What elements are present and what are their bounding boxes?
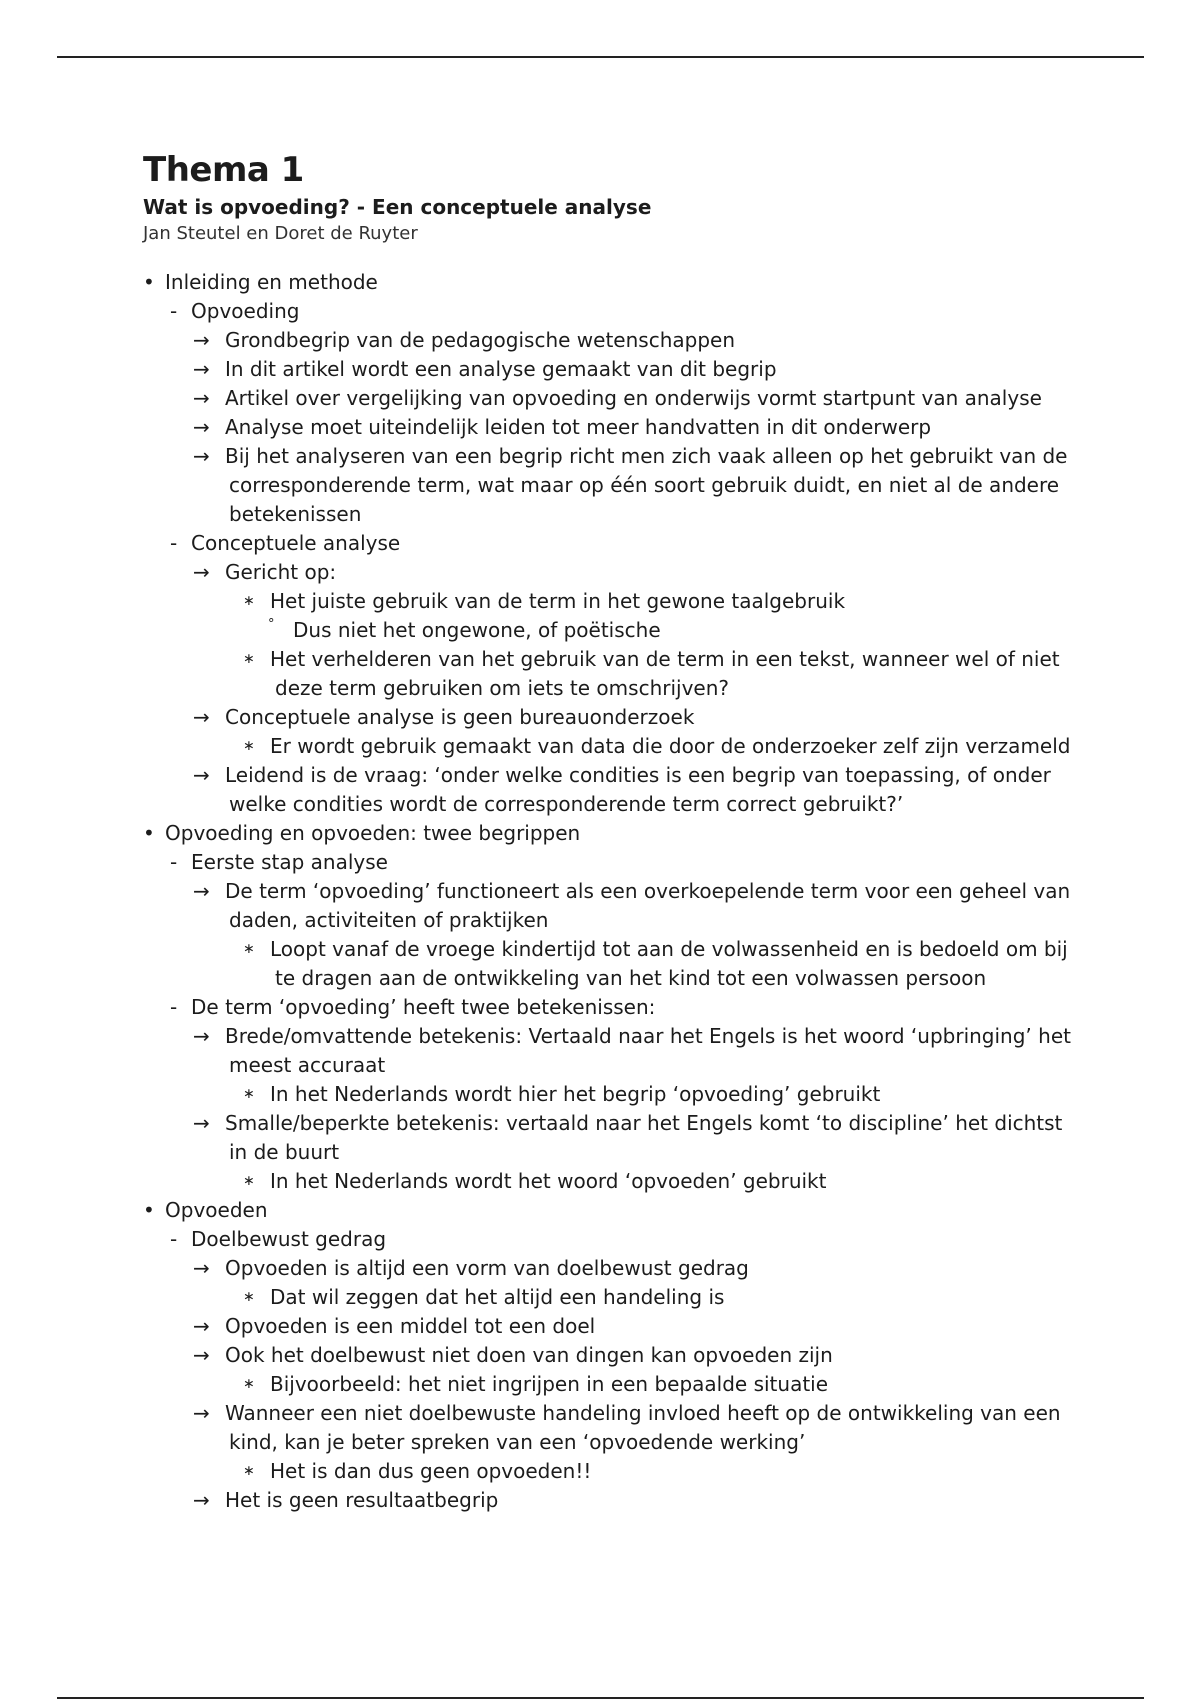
outline-subitem bbox=[143, 732, 1103, 761]
outline-item bbox=[143, 558, 1103, 587]
outline-item bbox=[143, 326, 1103, 355]
section-heading bbox=[143, 819, 1103, 848]
outline-item bbox=[143, 703, 1103, 732]
bullet-star-icon: ∗ bbox=[243, 1289, 255, 1305]
bullet-star-icon: ∗ bbox=[243, 1463, 255, 1479]
outline-continuation: welke condities wordt de corresponderende term correct gebruikt?’ bbox=[229, 792, 904, 816]
subsection-heading bbox=[143, 993, 1103, 1022]
outline-text: Opvoeding bbox=[191, 299, 300, 323]
bullet-arrow-icon: → bbox=[193, 879, 210, 903]
outline-continuation: meest accuraat bbox=[229, 1053, 386, 1077]
outline-item bbox=[143, 384, 1103, 413]
outline-text: Eerste stap analyse bbox=[191, 850, 388, 874]
bullet-arrow-icon: → bbox=[193, 1401, 210, 1425]
outline-text: Leidend is de vraag: ‘onder welke condities is een begrip van toepassing, of onder bbox=[225, 763, 1051, 787]
outline-subitem bbox=[143, 645, 1103, 674]
outline-subitem bbox=[143, 587, 1103, 616]
bullet-dot-icon: • bbox=[143, 1198, 155, 1222]
bullet-dash-icon: - bbox=[170, 995, 178, 1019]
outline-subitem bbox=[143, 935, 1103, 964]
bullet-arrow-icon: → bbox=[193, 357, 210, 381]
outline-item bbox=[143, 1022, 1103, 1051]
outline-text: In het Nederlands wordt hier het begrip ‘opvoeding’ gebruikt bbox=[270, 1082, 881, 1106]
outline-text: Er wordt gebruik gemaakt van data die door de onderzoeker zelf zijn verzameld bbox=[270, 734, 1071, 758]
outline-text: Loopt vanaf de vroege kindertijd tot aan de volwassenheid en is bedoeld om bij bbox=[270, 937, 1068, 961]
outline-text: Opvoeden is altijd een vorm van doelbewust gedrag bbox=[225, 1256, 749, 1280]
bullet-arrow-icon: → bbox=[193, 705, 210, 729]
outline-text: Artikel over vergelijking van opvoeding en onderwijs vormt startpunt van analyse bbox=[225, 386, 1042, 410]
outline-text: Het verhelderen van het gebruik van de term in een tekst, wanneer wel of niet bbox=[270, 647, 1060, 671]
bullet-dot-icon: • bbox=[143, 270, 155, 294]
outline-text: De term ‘opvoeding’ functioneert als een overkoepelende term voor een geheel van bbox=[225, 879, 1071, 903]
outline-continuation: daden, activiteiten of praktijken bbox=[229, 908, 549, 932]
bullet-dash-icon: - bbox=[170, 850, 178, 874]
bullet-star-icon: ∗ bbox=[243, 593, 255, 609]
subsection-heading bbox=[143, 529, 1103, 558]
outline-subitem bbox=[143, 1080, 1103, 1109]
outline-text: Conceptuele analyse bbox=[191, 531, 401, 555]
outline-item bbox=[143, 442, 1103, 471]
outline-subitem bbox=[143, 1370, 1103, 1399]
bullet-arrow-icon: → bbox=[193, 1024, 210, 1048]
bullet-dash-icon: - bbox=[170, 1227, 178, 1251]
bullet-dash-icon: - bbox=[170, 299, 178, 323]
outline-item bbox=[143, 1312, 1103, 1341]
outline-item bbox=[143, 877, 1103, 906]
outline-item bbox=[143, 355, 1103, 384]
outline-item bbox=[143, 413, 1103, 442]
bullet-star-icon: ∗ bbox=[243, 941, 255, 957]
outline-subitem bbox=[143, 1457, 1103, 1486]
bullet-star-icon: ∗ bbox=[243, 738, 255, 754]
outline-text: Smalle/beperkte betekenis: vertaald naar het Engels komt ‘to discipline’ het dichtst bbox=[225, 1111, 1063, 1135]
outline-text: Opvoeden bbox=[165, 1198, 268, 1222]
outline-text: In dit artikel wordt een analyse gemaakt van dit begrip bbox=[225, 357, 777, 381]
bullet-dot-icon: • bbox=[143, 821, 155, 845]
subsection-heading bbox=[143, 848, 1103, 877]
outline-item bbox=[143, 1254, 1103, 1283]
outline-text: In het Nederlands wordt het woord ‘opvoeden’ gebruikt bbox=[270, 1169, 827, 1193]
section-heading bbox=[143, 1196, 1103, 1225]
page-subtitle: Wat is opvoeding? - Een conceptuele analyse bbox=[143, 195, 652, 219]
bullet-star-icon: ∗ bbox=[243, 1376, 255, 1392]
outline-text: Doelbewust gedrag bbox=[191, 1227, 387, 1251]
outline-text: Opvoeding en opvoeden: twee begrippen bbox=[165, 821, 581, 845]
bullet-star-icon: ∗ bbox=[243, 1173, 255, 1189]
bullet-arrow-icon: → bbox=[193, 386, 210, 410]
section-heading bbox=[143, 268, 1103, 297]
outline-item bbox=[143, 761, 1103, 790]
top-rule bbox=[57, 56, 1144, 58]
bullet-arrow-icon: → bbox=[193, 328, 210, 352]
outline-text: Dus niet het ongewone, of poëtische bbox=[293, 618, 661, 642]
outline-text: Het is dan dus geen opvoeden!! bbox=[270, 1459, 592, 1483]
outline-text: Wanneer een niet doelbewuste handeling invloed heeft op de ontwikkeling van een bbox=[225, 1401, 1061, 1425]
outline-text: Brede/omvattende betekenis: Vertaald naar het Engels is het woord ‘upbringing’ het bbox=[225, 1024, 1071, 1048]
page-title: Thema 1 bbox=[143, 150, 304, 190]
bullet-arrow-icon: → bbox=[193, 1488, 210, 1512]
bullet-arrow-icon: → bbox=[193, 1343, 210, 1367]
bullet-star-icon: ∗ bbox=[243, 1086, 255, 1102]
outline-text: Grondbegrip van de pedagogische wetenschappen bbox=[225, 328, 735, 352]
bullet-arrow-icon: → bbox=[193, 415, 210, 439]
outline-item bbox=[143, 1399, 1103, 1428]
outline-continuation: betekenissen bbox=[229, 502, 362, 526]
outline-text: Inleiding en methode bbox=[165, 270, 378, 294]
bullet-arrow-icon: → bbox=[193, 560, 210, 584]
outline-text: Het is geen resultaatbegrip bbox=[225, 1488, 499, 1512]
bullet-star-icon: ∗ bbox=[243, 651, 255, 667]
outline-text: De term ‘opvoeding’ heeft twee betekenissen: bbox=[191, 995, 656, 1019]
outline-continuation: deze term gebruiken om iets te omschrijven? bbox=[275, 676, 730, 700]
outline-item bbox=[143, 1341, 1103, 1370]
outline-text: Gericht op: bbox=[225, 560, 337, 584]
outline-subitem bbox=[143, 1167, 1103, 1196]
outline-text: Ook het doelbewust niet doen van dingen kan opvoeden zijn bbox=[225, 1343, 833, 1367]
bullet-arrow-icon: → bbox=[193, 1111, 210, 1135]
bottom-rule bbox=[57, 1697, 1144, 1699]
authors-line: Jan Steutel en Doret de Ruyter bbox=[143, 223, 418, 244]
outline-list bbox=[143, 268, 1103, 1515]
document-body bbox=[143, 150, 1103, 1515]
bullet-arrow-icon: → bbox=[193, 444, 210, 468]
bullet-arrow-icon: → bbox=[193, 763, 210, 787]
bullet-arrow-icon: → bbox=[193, 1256, 210, 1280]
outline-continuation: te dragen aan de ontwikkeling van het kind tot een volwassen persoon bbox=[275, 966, 987, 990]
outline-text: Bij het analyseren van een begrip richt men zich vaak alleen op het gebruikt van de bbox=[225, 444, 1068, 468]
outline-text: Dat wil zeggen dat het altijd een handeling is bbox=[270, 1285, 725, 1309]
outline-continuation: in de buurt bbox=[229, 1140, 340, 1164]
outline-item bbox=[143, 1486, 1103, 1515]
subsection-heading bbox=[143, 297, 1103, 326]
subsection-heading bbox=[143, 1225, 1103, 1254]
outline-continuation: kind, kan je beter spreken van een ‘opvoedende werking’ bbox=[229, 1430, 806, 1454]
bullet-degree-icon: ° bbox=[268, 617, 275, 632]
outline-text: Bijvoorbeeld: het niet ingrijpen in een bepaalde situatie bbox=[270, 1372, 829, 1396]
outline-continuation: corresponderende term, wat maar op één soort gebruik duidt, en niet al de andere bbox=[229, 473, 1060, 497]
outline-text: Opvoeden is een middel tot een doel bbox=[225, 1314, 596, 1338]
outline-note bbox=[143, 616, 1103, 645]
outline-item bbox=[143, 1109, 1103, 1138]
outline-text: Analyse moet uiteindelijk leiden tot meer handvatten in dit onderwerp bbox=[225, 415, 932, 439]
bullet-dash-icon: - bbox=[170, 531, 178, 555]
outline-text: Het juiste gebruik van de term in het gewone taalgebruik bbox=[270, 589, 846, 613]
outline-subitem bbox=[143, 1283, 1103, 1312]
bullet-arrow-icon: → bbox=[193, 1314, 210, 1338]
outline-text: Conceptuele analyse is geen bureauonderzoek bbox=[225, 705, 695, 729]
